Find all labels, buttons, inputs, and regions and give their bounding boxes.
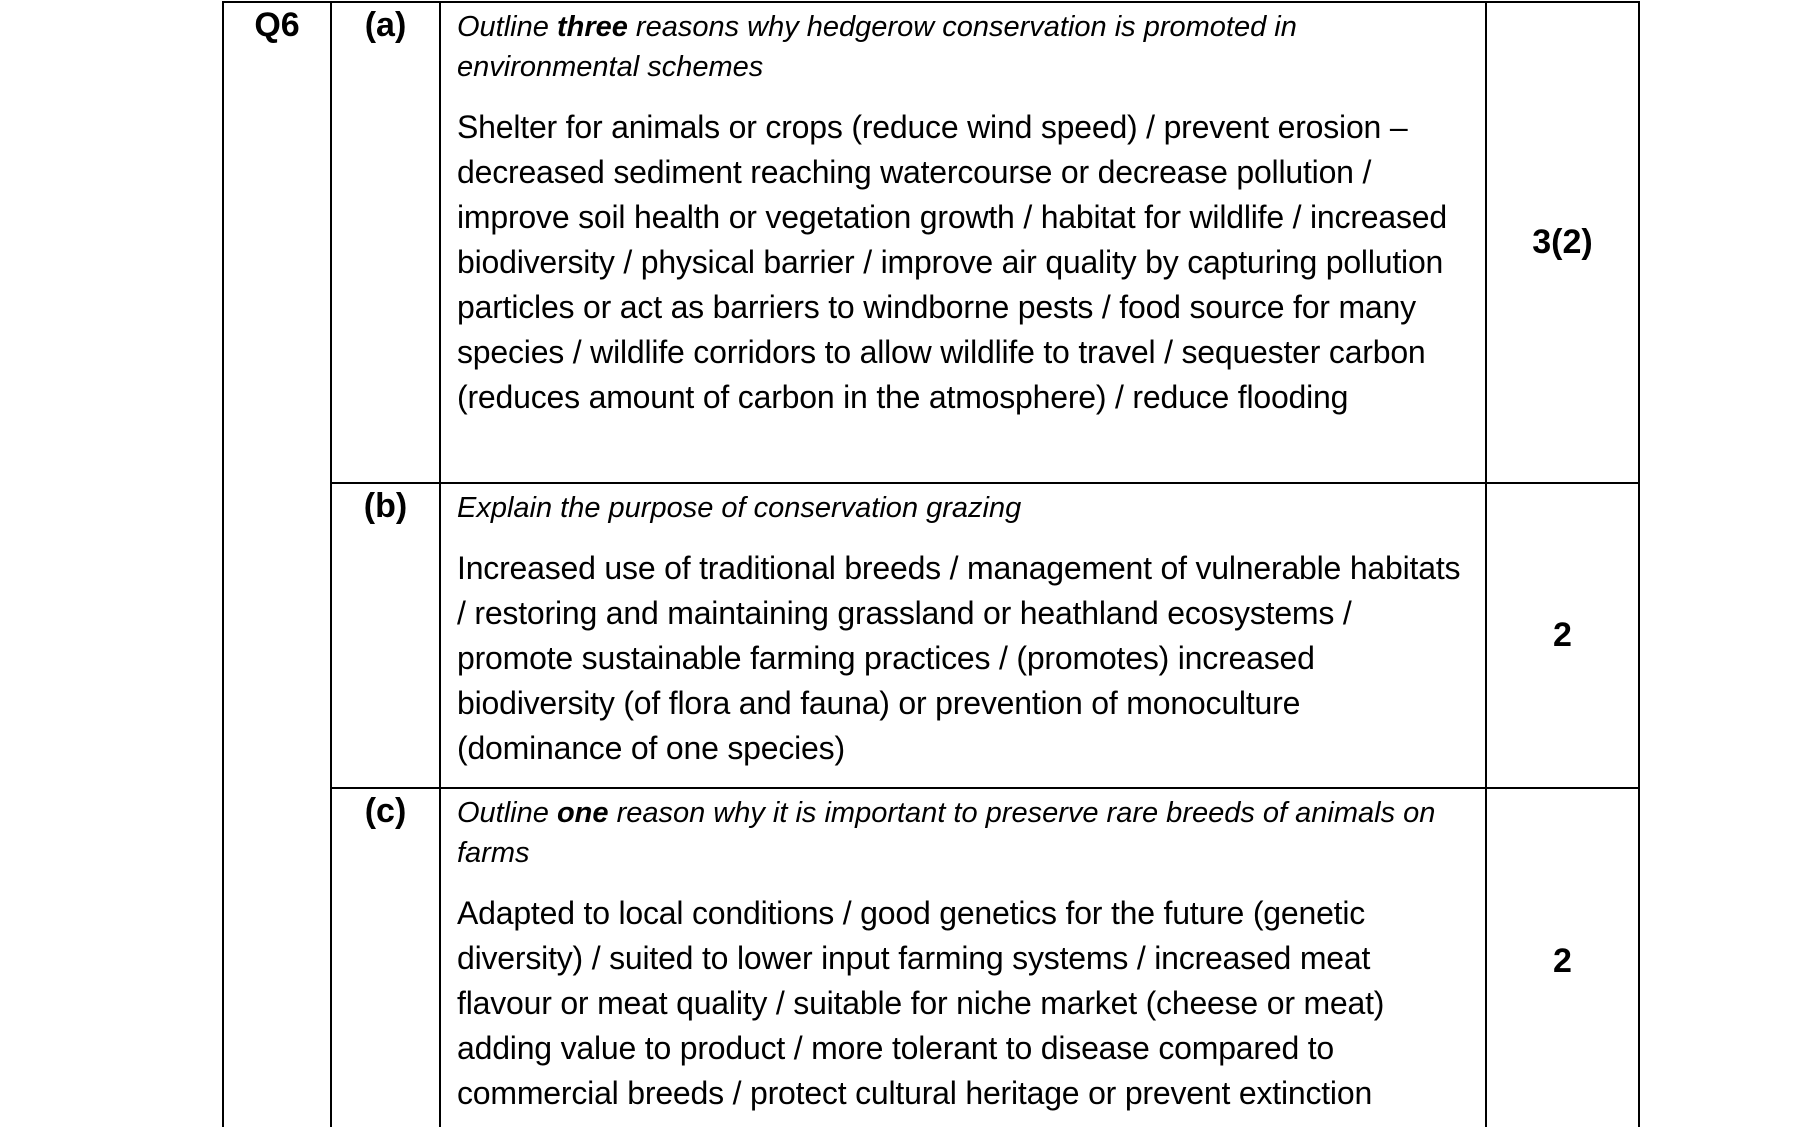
- answer-text: Shelter for animals or crops (reduce wind speed) / prevent erosion – decreased sediment reaching watercourse or decrease pollution / improve soil health or vegetation growth / habitat for wildlife / increased biodiversity / physical barrier / improve air quality by capturing pollution particles or act as barriers to windborne pests / food source for many species / wildlife corridors to allow wildlife to travel / sequester carbon (reduces amount of carbon in the atmosphere) / reduce flooding: [457, 109, 1447, 415]
- question-prompt: [457, 488, 1469, 528]
- part-content-cell: [440, 788, 1486, 1127]
- prompt-text: Explain the purpose of conservation grazing: [457, 492, 1022, 524]
- prompt-emphasis: one: [556, 797, 609, 829]
- part-content-cell: [440, 483, 1486, 788]
- prompt-emphasis: three: [556, 11, 628, 43]
- part-label: (c): [364, 792, 407, 830]
- part-content-cell: [440, 2, 1486, 483]
- table-row: [223, 788, 1639, 1127]
- question-number: Q6: [254, 6, 300, 44]
- question-prompt: [457, 7, 1469, 87]
- answer-text: Increased use of traditional breeds / management of vulnerable habitats / restoring and maintaining grassland or heathland ecosystems / promote sustainable farming practices / (promotes) increased biodiversity (of flora and fauna) or prevention of monoculture (dominance of one species): [457, 550, 1461, 766]
- part-label-cell: [331, 2, 440, 483]
- prompt-text: reasons why hedgerow conservation is promoted in environmental schemes: [457, 11, 1297, 83]
- marks-cell: [1486, 788, 1639, 1127]
- marks-cell: [1486, 2, 1639, 483]
- marks-cell: [1486, 483, 1639, 788]
- answer-text: Adapted to local conditions / good genetics for the future (genetic diversity) / suited to lower input farming systems / increased meat flavour or meat quality / suitable for niche market (cheese or meat) adding value to product / more tolerant to disease compared to commercial breeds / protect cultural heritage or prevent extinction: [457, 895, 1385, 1111]
- table-row: [223, 2, 1639, 483]
- part-label-cell: [331, 483, 440, 788]
- marks-value: 3(2): [1532, 223, 1593, 261]
- question-prompt: [457, 793, 1469, 873]
- part-label: (a): [364, 6, 407, 44]
- mark-scheme-table: [222, 1, 1640, 1127]
- marks-value: 2: [1553, 941, 1572, 980]
- prompt-text: Outline: [457, 797, 557, 829]
- part-label-cell: [331, 788, 440, 1127]
- question-number-cell: [223, 2, 331, 1127]
- prompt-text: reason why it is important to preserve rare breeds of animals on farms: [457, 797, 1436, 869]
- part-label: (b): [363, 487, 408, 525]
- prompt-text: Outline: [457, 11, 557, 43]
- marks-value: 2: [1553, 616, 1572, 654]
- table-row: [223, 483, 1639, 788]
